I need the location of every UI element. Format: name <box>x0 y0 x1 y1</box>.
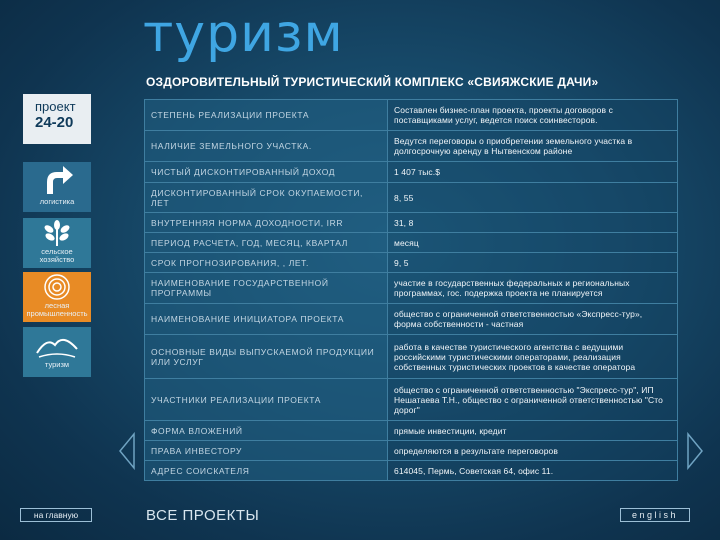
next-arrow-icon[interactable] <box>686 432 704 470</box>
row-label: СРОК ПРОГНОЗИРОВАНИЯ, , ЛЕТ. <box>145 253 388 273</box>
table-row <box>145 100 678 131</box>
row-value: 9, 5 <box>388 253 678 273</box>
row-value: месяц <box>388 233 678 253</box>
row-value: прямые инвестиции, кредит <box>388 421 678 441</box>
table-row <box>145 253 678 273</box>
table-row <box>145 335 678 379</box>
row-label: СТЕПЕНЬ РЕАЛИЗАЦИИ ПРОЕКТА <box>145 100 388 131</box>
previous-arrow-icon[interactable] <box>118 432 136 470</box>
row-value: работа в качестве туристического агентства с ведущими российскими туристическими операторами, реализация собственных туристических проектов в качестве оператора <box>388 335 678 379</box>
arrow-turn-icon <box>37 162 77 198</box>
sidebar-item-logistics[interactable] <box>23 162 91 212</box>
row-label: ВНУТРЕННЯЯ НОРМА ДОХОДНОСТИ, IRR <box>145 213 388 233</box>
table-row <box>145 379 678 421</box>
plant-icon <box>37 218 77 248</box>
sidebar-item-tourism[interactable] <box>23 327 91 377</box>
table-row <box>145 213 678 233</box>
table-row <box>145 162 678 183</box>
row-value: общество с ограниченной ответственностью "Экспресс-тур", ИП Нешатаева Т.Н., общество с ограниченной ответственностью "Сто дорог" <box>388 379 678 421</box>
table-row <box>145 131 678 162</box>
sidebar-item-label: сельское хозяйство <box>39 247 75 264</box>
project-number: 24-20 <box>35 114 74 131</box>
row-value: общество с ограниченной ответственностью «Экспресс-тур», форма собственности - частная <box>388 304 678 335</box>
sidebar-item-label: логистика <box>39 197 75 206</box>
row-label: ДИСКОНТИРОВАННЫЙ СРОК ОКУПАЕМОСТИ, ЛЕТ <box>145 183 388 213</box>
row-label: ПЕРИОД РАСЧЕТА, ГОД, МЕСЯЦ, КВАРТАЛ <box>145 233 388 253</box>
row-label: АДРЕС СОИСКАТЕЛЯ <box>145 461 388 481</box>
row-value: 31, 8 <box>388 213 678 233</box>
row-value: Ведутся переговоры о приобретении земельного участка в долгосрочную аренду в Нытвенском районе <box>388 131 678 162</box>
tree-rings-icon <box>37 272 77 302</box>
row-value: 8, 55 <box>388 183 678 213</box>
row-label: НАИМЕНОВАНИЕ ИНИЦИАТОРА ПРОЕКТА <box>145 304 388 335</box>
project-number-box <box>23 94 91 144</box>
table-row <box>145 421 678 441</box>
home-button[interactable]: на главную <box>20 508 92 522</box>
mountains-icon <box>33 327 81 361</box>
sidebar-item-label: лесная промышленность <box>26 301 88 318</box>
row-value: определяются в результате переговоров <box>388 441 678 461</box>
row-label: НАЛИЧИЕ ЗЕМЕЛЬНОГО УЧАСТКА. <box>145 131 388 162</box>
table-row <box>145 304 678 335</box>
english-language-button[interactable]: english <box>620 508 690 522</box>
row-label: ЧИСТЫЙ ДИСКОНТИРОВАННЫЙ ДОХОД <box>145 162 388 183</box>
row-label: УЧАСТНИКИ РЕАЛИЗАЦИИ ПРОЕКТА <box>145 379 388 421</box>
row-value: 614045, Пермь, Советская 64, офис 11. <box>388 461 678 481</box>
project-subtitle: ОЗДОРОВИТЕЛЬНЫЙ ТУРИСТИЧЕСКИЙ КОМПЛЕКС «СВИЯЖСКИЕ ДАЧИ» <box>146 75 599 89</box>
row-value: участие в государственных федеральных и региональных программах, гос. подержка проекта не планируется <box>388 273 678 304</box>
project-details-table <box>144 99 678 481</box>
table-row <box>145 441 678 461</box>
project-label: проект <box>35 99 76 114</box>
sidebar-item-forestry[interactable] <box>23 272 91 322</box>
table-row <box>145 233 678 253</box>
row-label: ФОРМА ВЛОЖЕНИЙ <box>145 421 388 441</box>
row-label: ОСНОВНЫЕ ВИДЫ ВЫПУСКАЕМОЙ ПРОДУКЦИИ ИЛИ УСЛУГ <box>145 335 388 379</box>
table-row <box>145 273 678 304</box>
sidebar-item-label: туризм <box>44 360 70 369</box>
table-row <box>145 183 678 213</box>
all-projects-link[interactable]: ВСЕ ПРОЕКТЫ <box>146 507 260 524</box>
row-label: НАИМЕНОВАНИЕ ГОСУДАРСТВЕННОЙ ПРОГРАММЫ <box>145 273 388 304</box>
table-row <box>145 461 678 481</box>
row-value: Составлен бизнес-план проекта, проекты договоров с поставщиками услуг, ведется поиск соинвесторов. <box>388 100 678 131</box>
page-title: туризм <box>143 4 344 64</box>
row-value: 1 407 тыс.$ <box>388 162 678 183</box>
row-label: ПРАВА ИНВЕСТОРУ <box>145 441 388 461</box>
sidebar-item-agriculture[interactable] <box>23 218 91 268</box>
